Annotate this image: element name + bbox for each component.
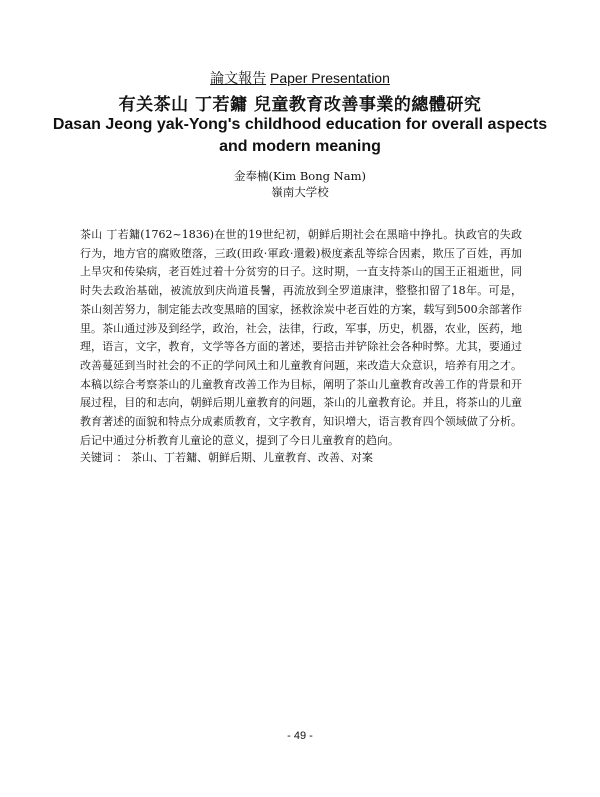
section-label-cn: 論文報告 <box>210 70 267 86</box>
section-label-en: Paper Presentation <box>270 70 390 86</box>
section-label <box>0 68 600 88</box>
author-affiliation: 嶺南大学校 <box>271 185 329 199</box>
keywords-line: 关键词 ： 茶山、丁若鏞、朝鲜后期、儿童教育、改善、对案 <box>80 451 373 464</box>
title-english-line-2: and modern meaning <box>219 138 381 155</box>
abstract-paragraph: 茶山 丁若鏞(1762~1836)在世的19世纪初，朝鲜后期社会在黑暗中挣扎。执政官的失政行为，地方官的腐败堕落，三政(田政·軍政·還穀)极度紊乱等综合因素，欺压了百姓，再加上旱灾和传染病，老百姓过着十分贫穷的日子。这时期，一直支持茶山的国王正祖逝世，同时失去政治基础，被流放到庆尚道長鬐，再流放到全罗道康津，整整扣留了18年。可是，茶山刻苦努力，制定能去改变黑暗的国家，拯救涂炭中老百姓的方案，载写到500余部著作里。茶山通过涉及到经学，政治，社会，法律，行政，军事，历史，机器，农业，医药，地理，语言，文字，教育，文学等各方面的著述，要掊击并铲除社会各种时弊。尤其，要通过改善蔓延到当时社会的不正的学问风土和儿童教育问题，来改造大众意识，培养有用之才。本稿以综合考察茶山的儿童教育改善工作为目标，阐明了茶山儿童教育改善工作的背景和开展过程，目的和志向，朝鲜后期儿童教育的问题，茶山的儿童教育论。并且，将茶山的儿童教育著述的面貌和特点分成素质教育，文字教育，知识增大，语言教育四个领域做了分析。后记中通过分析教育儿童论的意义，提到了今日儿童教育的趋向。 <box>80 228 522 447</box>
title-english <box>0 114 600 158</box>
author-name: 金奉楠(Kim Bong Nam) <box>234 169 366 183</box>
page-number: - 49 - <box>287 730 313 742</box>
author-block <box>0 168 600 200</box>
title-chinese: 有关茶山 丁若鏞 兒童教育改善事業的總體研究 <box>118 95 482 115</box>
title-english-line-1: Dasan Jeong yak-Yong's childhood education for overall aspects <box>52 116 548 133</box>
